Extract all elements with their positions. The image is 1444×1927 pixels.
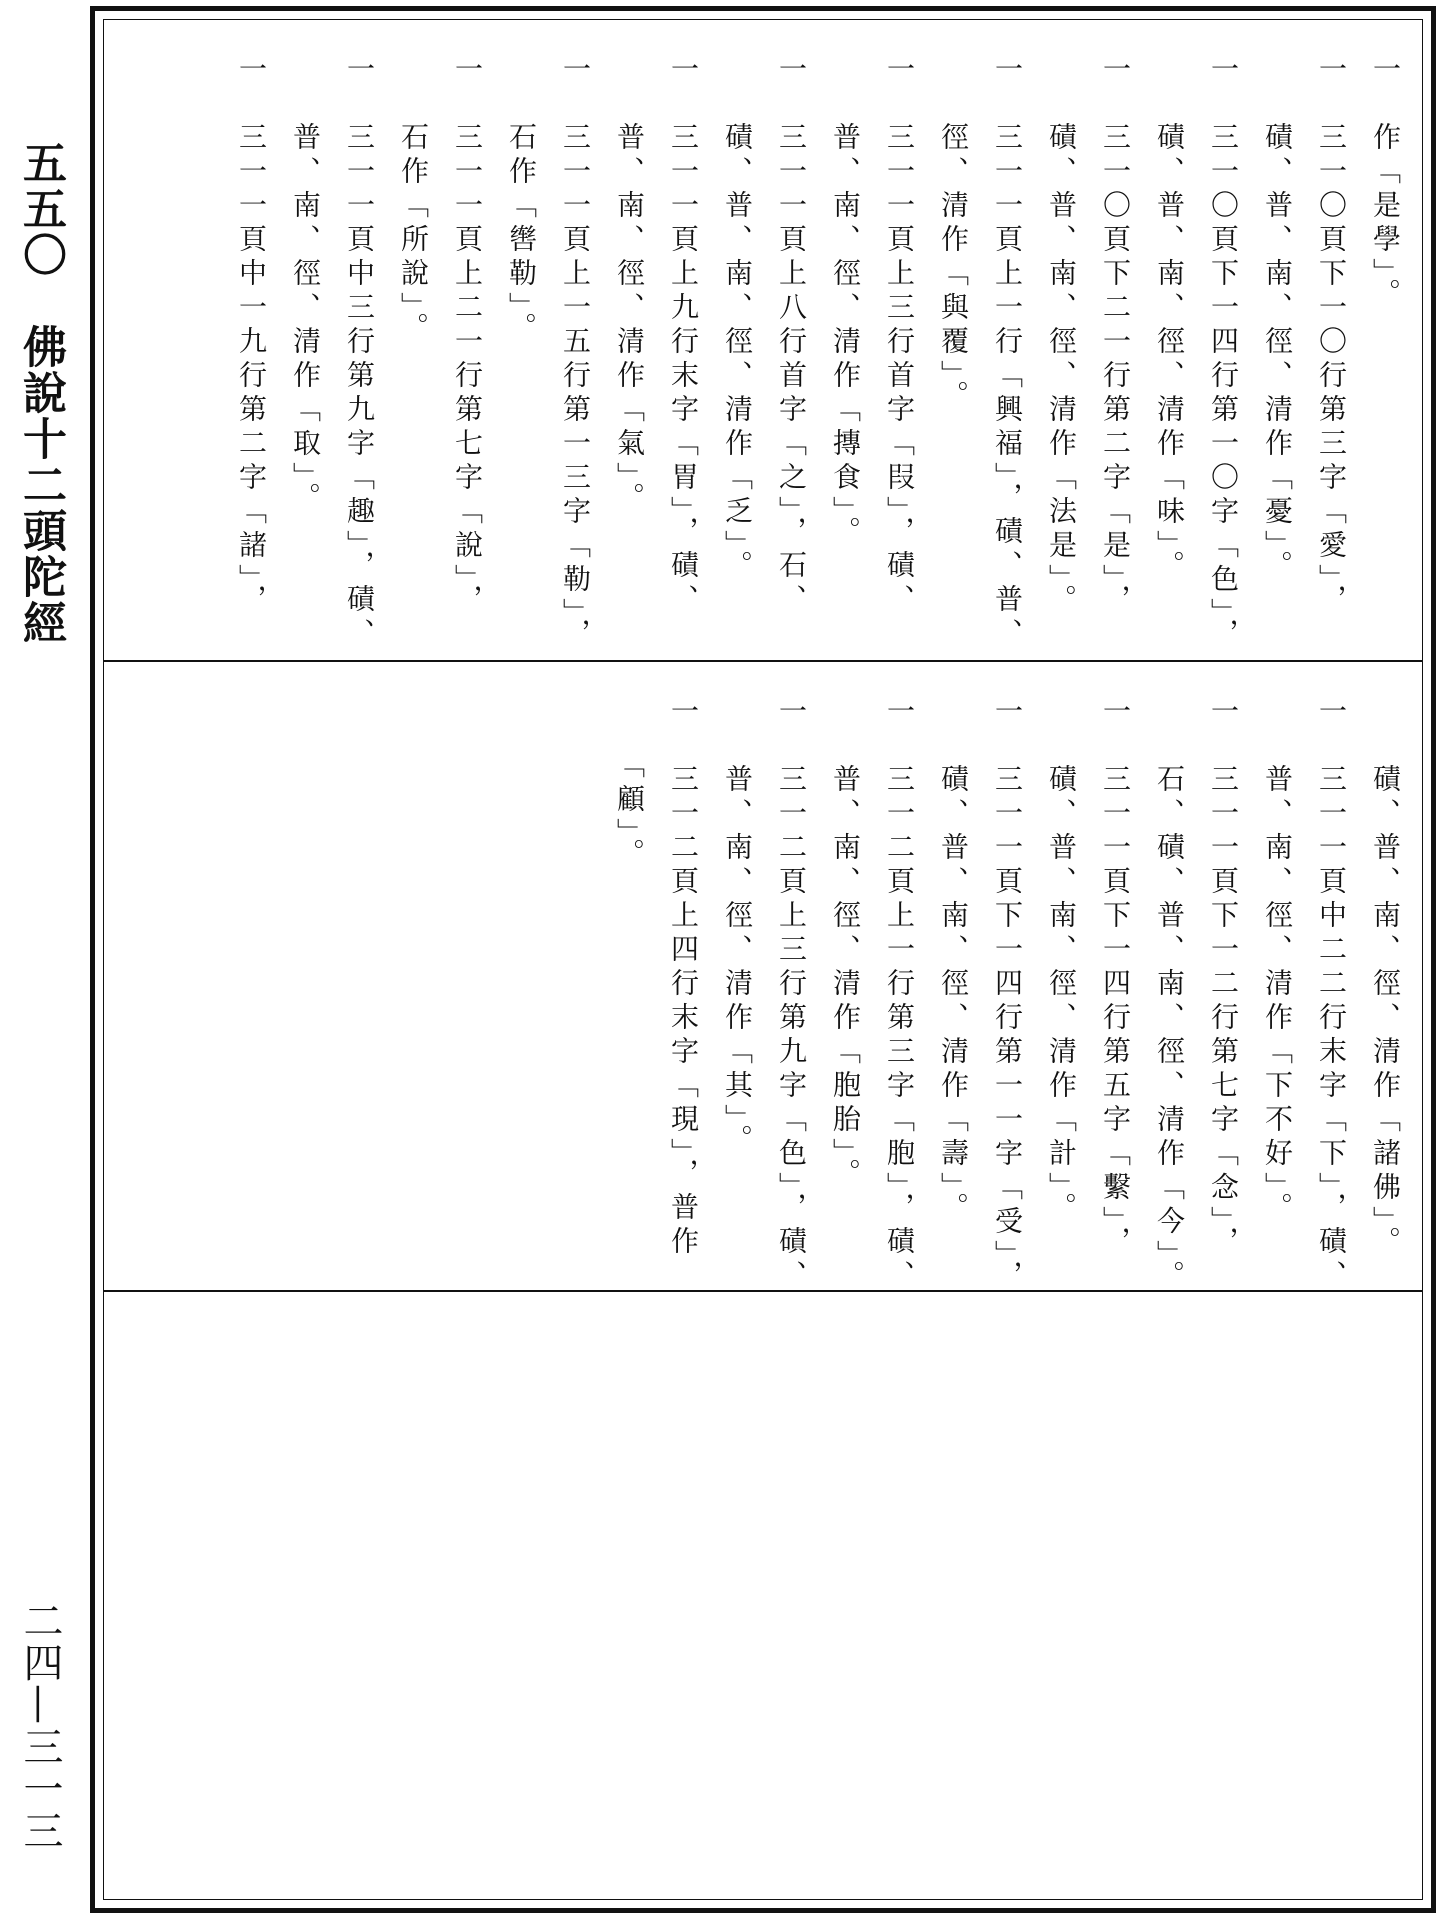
note-column: 普、南、徑、清作「氣」。 — [613, 54, 646, 516]
page-frame-inner — [103, 19, 1423, 1900]
note-column: 一 三一一頁上九行末字「胃」，磧、 — [667, 54, 700, 618]
note-column: 普、南、徑、清作「摶食」。 — [829, 54, 862, 550]
note-column: 磧、普、南、徑、清作「諸佛」。 — [1369, 696, 1402, 1260]
note-column: 磧、普、南、徑、清作「乏」。 — [721, 54, 754, 584]
note-column: 一 三一一頁上二一行第七字「說」， — [451, 54, 484, 618]
note-column: 一 三一二頁上一行第三字「胞」，磧、 — [883, 696, 916, 1294]
note-column: 一 三一一頁上一五行第一三字「勒」， — [559, 54, 592, 652]
note-column: 徑、清作「與覆」。 — [937, 54, 970, 414]
note-column: 普、南、徑、清作「取」。 — [289, 54, 322, 516]
note-column: 一 三一一頁下一二行第七字「念」， — [1207, 696, 1240, 1260]
note-column: 石作「所說」。 — [397, 54, 430, 346]
note-column: 一 三一一頁中三行第九字「趣」，磧、 — [343, 54, 376, 652]
note-column: 磧、普、南、徑、清作「憂」。 — [1261, 54, 1294, 584]
note-column: 磧、普、南、徑、清作「法是」。 — [1045, 54, 1078, 618]
note-column: 一 作「是學」。 — [1369, 54, 1402, 312]
note-column: 一 三一一頁中一九行第二字「諸」， — [235, 54, 268, 618]
note-column: 石、磧、普、南、徑、清作「今」。 — [1153, 696, 1186, 1294]
note-column: 一 三一一頁下一四行第五字「繫」， — [1099, 696, 1132, 1260]
note-column: 磧、普、南、徑、清作「壽」。 — [937, 696, 970, 1226]
note-column: 一 三一〇頁下二一行第二字「是」， — [1099, 54, 1132, 618]
blank-area — [104, 1292, 1422, 1899]
note-column: 普、南、徑、清作「胞胎」。 — [829, 696, 862, 1192]
note-column: 一 三一一頁上八行首字「之」，石、 — [775, 54, 808, 618]
note-column: 「顧」。 — [613, 696, 646, 872]
note-column: 一 三一一頁上一行「興福」，磧、普、 — [991, 54, 1024, 652]
note-column: 一 三一二頁上四行末字「現」，普作 — [667, 696, 700, 1260]
note-column: 磧、普、南、徑、清作「味」。 — [1153, 54, 1186, 584]
note-column: 一 三一一頁上三行首字「叚」，磧、 — [883, 54, 916, 618]
collation-notes-section-2 — [104, 662, 1422, 1294]
page-number: 二四—三一三 — [17, 1600, 63, 1852]
note-column: 一 三一一頁下一四行第一一字「受」， — [991, 696, 1024, 1294]
note-column: 普、南、徑、清作「其」。 — [721, 696, 754, 1158]
page-frame — [90, 6, 1436, 1913]
note-column: 一 三一一頁中二二行末字「下」，磧、 — [1315, 696, 1348, 1294]
note-column: 一 三一〇頁下一四行第一〇字「色」， — [1207, 54, 1240, 652]
note-column: 磧、普、南、徑、清作「計」。 — [1045, 696, 1078, 1226]
note-column: 一 三一二頁上三行第九字「色」，磧、 — [775, 696, 808, 1294]
sutra-title: 五五〇 佛說十二頭陀經 — [15, 140, 66, 646]
collation-notes-section-1 — [104, 20, 1422, 660]
note-column: 石作「辔勒」。 — [505, 54, 538, 346]
note-column: 普、南、徑、清作「下不好」。 — [1261, 696, 1294, 1226]
note-column: 一 三一〇頁下一〇行第三字「愛」， — [1315, 54, 1348, 618]
